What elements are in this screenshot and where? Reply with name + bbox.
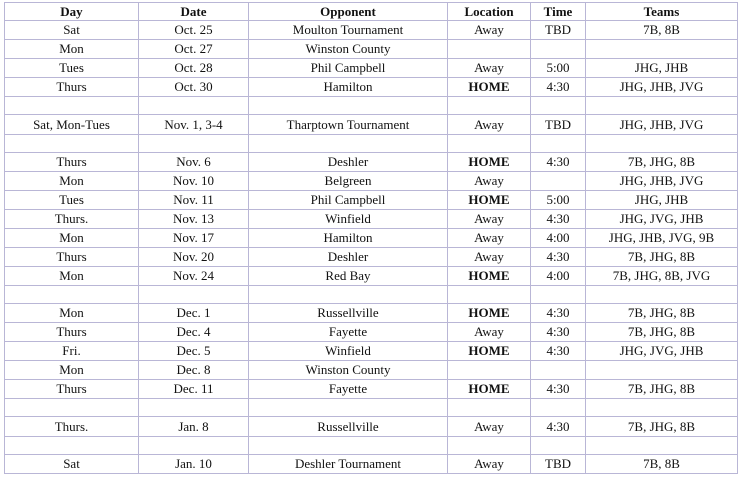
location-cell: Away xyxy=(448,115,531,135)
location-header: Location xyxy=(448,3,531,21)
day-cell xyxy=(5,286,139,304)
opponent-cell: Hamilton xyxy=(249,229,448,248)
time-cell: 4:30 xyxy=(531,248,586,267)
date-cell xyxy=(139,399,249,417)
date-cell: Dec. 11 xyxy=(139,380,249,399)
opponent-cell xyxy=(249,286,448,304)
teams-cell: 7B, JHG, 8B xyxy=(586,380,738,399)
table-row xyxy=(5,229,738,248)
date-header: Date xyxy=(139,3,249,21)
spacer-row xyxy=(5,437,738,455)
opponent-cell: Fayette xyxy=(249,380,448,399)
day-cell: Sat xyxy=(5,21,139,40)
opponent-cell: Russellville xyxy=(249,417,448,437)
time-cell xyxy=(531,399,586,417)
opponent-cell xyxy=(249,97,448,115)
location-cell: HOME xyxy=(448,342,531,361)
opponent-cell: Deshler Tournament xyxy=(249,455,448,474)
table-row xyxy=(5,153,738,172)
table-row xyxy=(5,342,738,361)
teams-cell xyxy=(586,437,738,455)
opponent-cell: Phil Campbell xyxy=(249,59,448,78)
day-cell xyxy=(5,135,139,153)
time-cell xyxy=(531,135,586,153)
schedule-body xyxy=(5,21,738,474)
day-cell: Thurs xyxy=(5,323,139,342)
location-cell xyxy=(448,361,531,380)
opponent-cell: Belgreen xyxy=(249,172,448,191)
opponent-cell: Phil Campbell xyxy=(249,191,448,210)
day-cell: Mon xyxy=(5,361,139,380)
day-cell: Thurs xyxy=(5,78,139,97)
teams-cell: JHG, JVG, JHB xyxy=(586,210,738,229)
table-row xyxy=(5,191,738,210)
date-cell: Oct. 27 xyxy=(139,40,249,59)
table-row xyxy=(5,417,738,437)
date-cell: Nov. 13 xyxy=(139,210,249,229)
time-cell: 4:30 xyxy=(531,323,586,342)
date-cell: Jan. 10 xyxy=(139,455,249,474)
table-row xyxy=(5,21,738,40)
teams-cell: JHG, JHB, JVG xyxy=(586,115,738,135)
location-cell xyxy=(448,40,531,59)
time-cell: 5:00 xyxy=(531,191,586,210)
date-cell: Dec. 5 xyxy=(139,342,249,361)
date-cell: Nov. 1, 3-4 xyxy=(139,115,249,135)
opponent-cell: Deshler xyxy=(249,153,448,172)
day-cell: Sat xyxy=(5,455,139,474)
day-cell: Sat, Mon-Tues xyxy=(5,115,139,135)
teams-cell: 7B, JHG, 8B, JVG xyxy=(586,267,738,286)
time-cell: 4:30 xyxy=(531,342,586,361)
teams-cell: JHG, JHB xyxy=(586,191,738,210)
day-cell: Thurs xyxy=(5,248,139,267)
opponent-cell: Fayette xyxy=(249,323,448,342)
day-cell: Mon xyxy=(5,229,139,248)
table-row xyxy=(5,78,738,97)
teams-cell xyxy=(586,97,738,115)
time-header: Time xyxy=(531,3,586,21)
opponent-cell: Red Bay xyxy=(249,267,448,286)
opponent-cell: Moulton Tournament xyxy=(249,21,448,40)
header-row xyxy=(5,3,738,21)
date-cell xyxy=(139,135,249,153)
location-cell: Away xyxy=(448,229,531,248)
day-cell: Tues xyxy=(5,59,139,78)
date-cell: Nov. 17 xyxy=(139,229,249,248)
location-cell xyxy=(448,135,531,153)
location-cell: Away xyxy=(448,323,531,342)
location-cell: Away xyxy=(448,21,531,40)
date-cell: Nov. 10 xyxy=(139,172,249,191)
time-cell xyxy=(531,172,586,191)
teams-cell: JHG, JHB xyxy=(586,59,738,78)
table-row xyxy=(5,40,738,59)
location-cell: HOME xyxy=(448,78,531,97)
time-cell: 4:30 xyxy=(531,153,586,172)
location-cell: Away xyxy=(448,417,531,437)
location-cell: Away xyxy=(448,59,531,78)
location-cell: HOME xyxy=(448,191,531,210)
date-cell xyxy=(139,97,249,115)
teams-cell: JHG, JHB, JVG xyxy=(586,172,738,191)
teams-cell: 7B, JHG, 8B xyxy=(586,323,738,342)
day-cell: Thurs. xyxy=(5,417,139,437)
date-cell xyxy=(139,437,249,455)
date-cell: Oct. 30 xyxy=(139,78,249,97)
day-cell: Mon xyxy=(5,40,139,59)
spacer-row xyxy=(5,286,738,304)
teams-cell xyxy=(586,399,738,417)
table-row xyxy=(5,210,738,229)
opponent-cell xyxy=(249,399,448,417)
location-cell: HOME xyxy=(448,267,531,286)
location-cell: Away xyxy=(448,172,531,191)
opponent-cell xyxy=(249,437,448,455)
table-row xyxy=(5,59,738,78)
table-row xyxy=(5,248,738,267)
teams-cell: JHG, JHB, JVG xyxy=(586,78,738,97)
opponent-cell: Winston County xyxy=(249,361,448,380)
time-cell: TBD xyxy=(531,455,586,474)
table-row xyxy=(5,172,738,191)
table-row xyxy=(5,361,738,380)
opponent-header: Opponent xyxy=(249,3,448,21)
time-cell: 4:30 xyxy=(531,380,586,399)
day-cell: Thurs xyxy=(5,153,139,172)
location-cell: Away xyxy=(448,455,531,474)
time-cell xyxy=(531,97,586,115)
teams-cell: 7B, 8B xyxy=(586,455,738,474)
teams-cell xyxy=(586,361,738,380)
opponent-cell: Winfield xyxy=(249,210,448,229)
time-cell: 4:30 xyxy=(531,78,586,97)
teams-header: Teams xyxy=(586,3,738,21)
opponent-cell: Hamilton xyxy=(249,78,448,97)
location-cell xyxy=(448,97,531,115)
day-cell xyxy=(5,399,139,417)
day-cell xyxy=(5,437,139,455)
teams-cell: 7B, 8B xyxy=(586,21,738,40)
day-cell: Thurs. xyxy=(5,210,139,229)
teams-cell: 7B, JHG, 8B xyxy=(586,304,738,323)
opponent-cell: Russellville xyxy=(249,304,448,323)
time-cell: 5:00 xyxy=(531,59,586,78)
location-cell: Away xyxy=(448,248,531,267)
time-cell: TBD xyxy=(531,21,586,40)
date-cell xyxy=(139,286,249,304)
teams-cell xyxy=(586,286,738,304)
spacer-row xyxy=(5,399,738,417)
date-cell: Nov. 6 xyxy=(139,153,249,172)
opponent-cell xyxy=(249,135,448,153)
day-cell: Mon xyxy=(5,304,139,323)
date-cell: Dec. 1 xyxy=(139,304,249,323)
day-cell: Thurs xyxy=(5,380,139,399)
opponent-cell: Tharptown Tournament xyxy=(249,115,448,135)
teams-cell: JHG, JVG, JHB xyxy=(586,342,738,361)
time-cell: 4:00 xyxy=(531,267,586,286)
time-cell: 4:30 xyxy=(531,417,586,437)
day-cell: Mon xyxy=(5,172,139,191)
table-row xyxy=(5,380,738,399)
teams-cell xyxy=(586,40,738,59)
teams-cell: JHG, JHB, JVG, 9B xyxy=(586,229,738,248)
table-row xyxy=(5,455,738,474)
table-row xyxy=(5,304,738,323)
day-cell: Fri. xyxy=(5,342,139,361)
opponent-cell: Deshler xyxy=(249,248,448,267)
schedule-table xyxy=(4,2,738,474)
spacer-row xyxy=(5,97,738,115)
table-row xyxy=(5,267,738,286)
time-cell xyxy=(531,437,586,455)
time-cell xyxy=(531,40,586,59)
date-cell: Nov. 24 xyxy=(139,267,249,286)
date-cell: Nov. 11 xyxy=(139,191,249,210)
teams-cell xyxy=(586,135,738,153)
time-cell: TBD xyxy=(531,115,586,135)
location-cell xyxy=(448,399,531,417)
location-cell xyxy=(448,286,531,304)
date-cell: Oct. 28 xyxy=(139,59,249,78)
day-cell: Mon xyxy=(5,267,139,286)
time-cell xyxy=(531,361,586,380)
date-cell: Dec. 8 xyxy=(139,361,249,380)
time-cell xyxy=(531,286,586,304)
time-cell: 4:30 xyxy=(531,304,586,323)
opponent-cell: Winfield xyxy=(249,342,448,361)
table-row xyxy=(5,323,738,342)
day-cell xyxy=(5,97,139,115)
date-cell: Oct. 25 xyxy=(139,21,249,40)
teams-cell: 7B, JHG, 8B xyxy=(586,153,738,172)
location-cell xyxy=(448,437,531,455)
time-cell: 4:30 xyxy=(531,210,586,229)
teams-cell: 7B, JHG, 8B xyxy=(586,248,738,267)
day-header: Day xyxy=(5,3,139,21)
date-cell: Nov. 20 xyxy=(139,248,249,267)
day-cell: Tues xyxy=(5,191,139,210)
date-cell: Jan. 8 xyxy=(139,417,249,437)
location-cell: HOME xyxy=(448,380,531,399)
spacer-row xyxy=(5,135,738,153)
teams-cell: 7B, JHG, 8B xyxy=(586,417,738,437)
date-cell: Dec. 4 xyxy=(139,323,249,342)
location-cell: HOME xyxy=(448,304,531,323)
location-cell: HOME xyxy=(448,153,531,172)
opponent-cell: Winston County xyxy=(249,40,448,59)
time-cell: 4:00 xyxy=(531,229,586,248)
table-row xyxy=(5,115,738,135)
location-cell: Away xyxy=(448,210,531,229)
